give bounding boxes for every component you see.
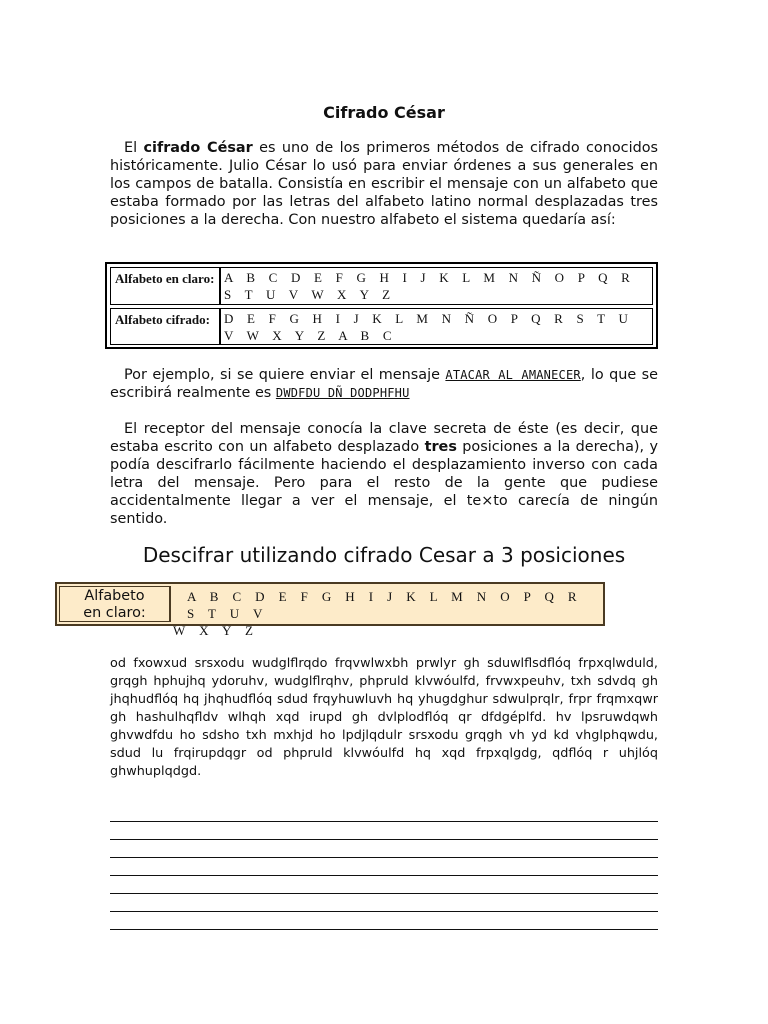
alphabet-row-plain-value: A B C D E F G H I J K L M N Ñ O P Q R S T U V W X Y Z: [224, 270, 636, 302]
answer-line[interactable]: [110, 876, 658, 894]
alphabet-row-cipher-value: D E F G H I J K L M N Ñ O P Q R S T U V W X Y Z A B C: [224, 311, 634, 343]
answer-line[interactable]: [110, 894, 658, 912]
plain-alphabet-label-line2: en claro:: [83, 605, 146, 621]
plain-alphabet-label: [59, 586, 171, 622]
alphabet-row-cipher: [110, 308, 653, 345]
answer-line[interactable]: [110, 858, 658, 876]
alphabet-row-cipher-label: Alfabeto cifrado:: [111, 309, 221, 344]
alphabet-row-plain: [110, 267, 653, 305]
answer-lines: [110, 804, 658, 930]
receiver-bold: tres: [424, 439, 457, 455]
answer-line[interactable]: [110, 912, 658, 930]
plain-alphabet-value-line1: A B C D E F G H I J K L M N O P Q R S T U V: [187, 589, 582, 621]
example-paragraph: [110, 366, 658, 402]
answer-line[interactable]: [110, 840, 658, 858]
receiver-before: El receptor del mensaje conocía la clave secreta de éste (es decir, que estaba escrito con un alfabeto desplazado: [110, 421, 658, 455]
example-ciphertext: DWDFDU DÑ DODPHFHU: [275, 386, 410, 400]
example-plaintext: ATACAR AL AMANECER: [445, 368, 581, 382]
intro-paragraph: [110, 139, 658, 229]
answer-line[interactable]: [110, 822, 658, 840]
example-middle: , lo que se escribirá realmente es: [110, 367, 658, 401]
answer-line[interactable]: [110, 804, 658, 822]
receiver-after: posiciones a la derecha), y podía descifrarlo fácilmente haciendo el desplazamiento inverso con cada letra del mensaje. Pero para el resto de la gente que pudiese accidentalmente llegar a ver el mensaje, el te×to carecía de ningún sentido.: [110, 439, 658, 527]
alphabet-table: [105, 262, 658, 349]
plain-alphabet-box: [55, 582, 605, 638]
section-subtitle: Descifrar utilizando cifrado Cesar a 3 posiciones: [142, 543, 626, 567]
receiver-paragraph: [110, 420, 658, 528]
plain-alphabet-label-line1: Alfabeto: [84, 588, 145, 604]
cipher-text: od fxowxud srsxodu wudglflrqdo frqvwlwxbh prwlyr gh sduwlflsdflóq frpxqlwduld, grqgh hphujhq ydoruhv, wudglflrqhv, phpruld klvwóulfd, frvwxpeuhv, txh sdvdq gh jhqhudflóq hq jhqhudflóq sdud frqyhuwluvh hq yhugdghur sdwulprqlr, frpr frqmxqwr gh hashulhqfldv wlhqh xqd irupd gh dvlplodflóq qr dfdgéplfd. hv lpsruwdqwh ghvwdfdu ho sdsho txh mxhjd ho lpdjlqdulr srsxodu grqgh vh yd kd vhglphqwdu, sdud lu frqirupdqgr od phpruld klvwóulfd hq xqd frpxqlgdg, qdflóq r uhjlóq ghwhuplqdgd.: [110, 656, 658, 779]
intro-lead: El: [124, 140, 138, 156]
plain-alphabet-value-line2: W X Y Z: [173, 623, 259, 638]
intro-bold-term: cifrado César: [143, 140, 253, 156]
plain-alphabet-value: [173, 588, 601, 639]
example-before: Por ejemplo, si se quiere enviar el mensaje: [124, 367, 440, 383]
alphabet-row-plain-label: Alfabeto en claro:: [111, 268, 221, 304]
page-title: Cifrado César: [323, 103, 445, 122]
intro-rest: es uno de los primeros métodos de cifrado conocidos históricamente. Julio César lo usó para enviar órdenes a sus generales en los campos de batalla. Consistía en escribir el mensaje con un alfabeto que estaba formado por las letras del alfabeto latino normal desplazadas tres posiciones a la derecha. Con nuestro alfabeto el sistema quedaría así:: [110, 140, 659, 228]
